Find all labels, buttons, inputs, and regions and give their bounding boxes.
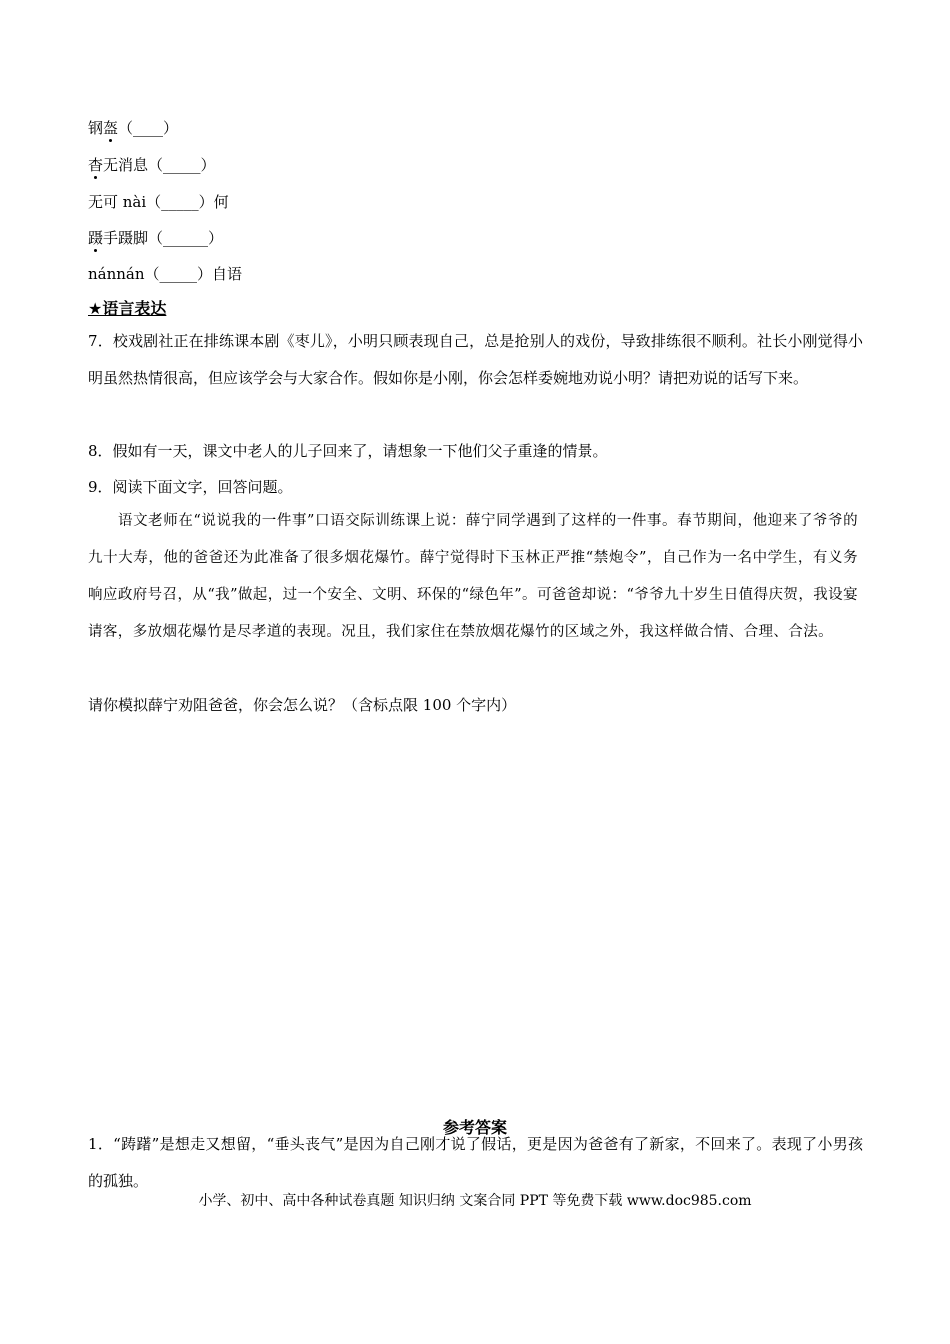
- vocab-blank: 无消息（_____）: [103, 156, 216, 174]
- reading-passage: 语文老师在“说说我的一件事”口语交际训练课上说：薛宁同学遇到了这样的一件事。春节期间，他迎来了爷爷的九十大寿，他的爸爸还为此准备了很多烟花爆竹。薛宁觉得时下玉林正严推“禁炮令”，自己作为一名中学生，有义务响应政府号召，从“我”做起，过一个安全、文明、环保的“绿色年”。可爸爸却说：“爷爷九十岁生日值得庆贺，我设宴请客，多放烟花爆竹是尽孝道的表现。况且，我们家住在禁放烟花爆竹的区域之外，我这样做合情、合理、合法。: [88, 513, 858, 640]
- question-9-prompt: 请你模拟薛宁劝阻爸爸，你会怎么说？（含标点限 100 个字内）: [88, 696, 517, 714]
- vocab-item-4: [88, 228, 223, 248]
- section-title: ★语言表达: [88, 299, 167, 318]
- vocab-text: 钢: [88, 119, 104, 137]
- dotted-character: 杳: [88, 156, 104, 174]
- vocab-blank: （____）: [118, 119, 179, 137]
- vocab-item-2: [88, 155, 216, 175]
- vocab-item-3: [88, 192, 229, 212]
- answer-1: 1．“踌躇”是想走又想留，“垂头丧气”是因为自己刚才说了假话，更是因为爸爸有了新家，不回来了。表现了小男孩的孤独。: [88, 1135, 863, 1190]
- vocab-text: nánnán（_____）自语: [88, 265, 243, 283]
- question-7: 7．校戏剧社正在排练课本剧《枣儿》，小明只顾表现自己，总是抢别人的戏份，导致排练很不顺利。社长小刚觉得小明虽然热情很高，但应该学会与大家合作。假如你是小刚，你会怎样委婉地劝说小明？请把劝说的话写下来。: [88, 332, 863, 387]
- question-8: 8．假如有一天，课文中老人的儿子回来了，请想象一下他们父子重逢的情景。: [88, 442, 608, 460]
- page-footer: 小学、初中、高中各种试卷真题 知识归纳 文案合同 PPT 等免费下载 www.doc985.com: [198, 1193, 752, 1209]
- vocab-item-5: [88, 264, 242, 284]
- dotted-character: 蹑: [88, 229, 104, 247]
- vocab-blank: 手蹑脚（______）: [103, 229, 224, 247]
- answers-title: 参考答案: [442, 1118, 507, 1137]
- dotted-character: 盔: [103, 119, 119, 137]
- vocab-text: 无可 nài（_____）何: [88, 193, 229, 211]
- question-9: 9．阅读下面文字，回答问题。: [88, 478, 293, 496]
- vocab-item-1: [88, 118, 178, 138]
